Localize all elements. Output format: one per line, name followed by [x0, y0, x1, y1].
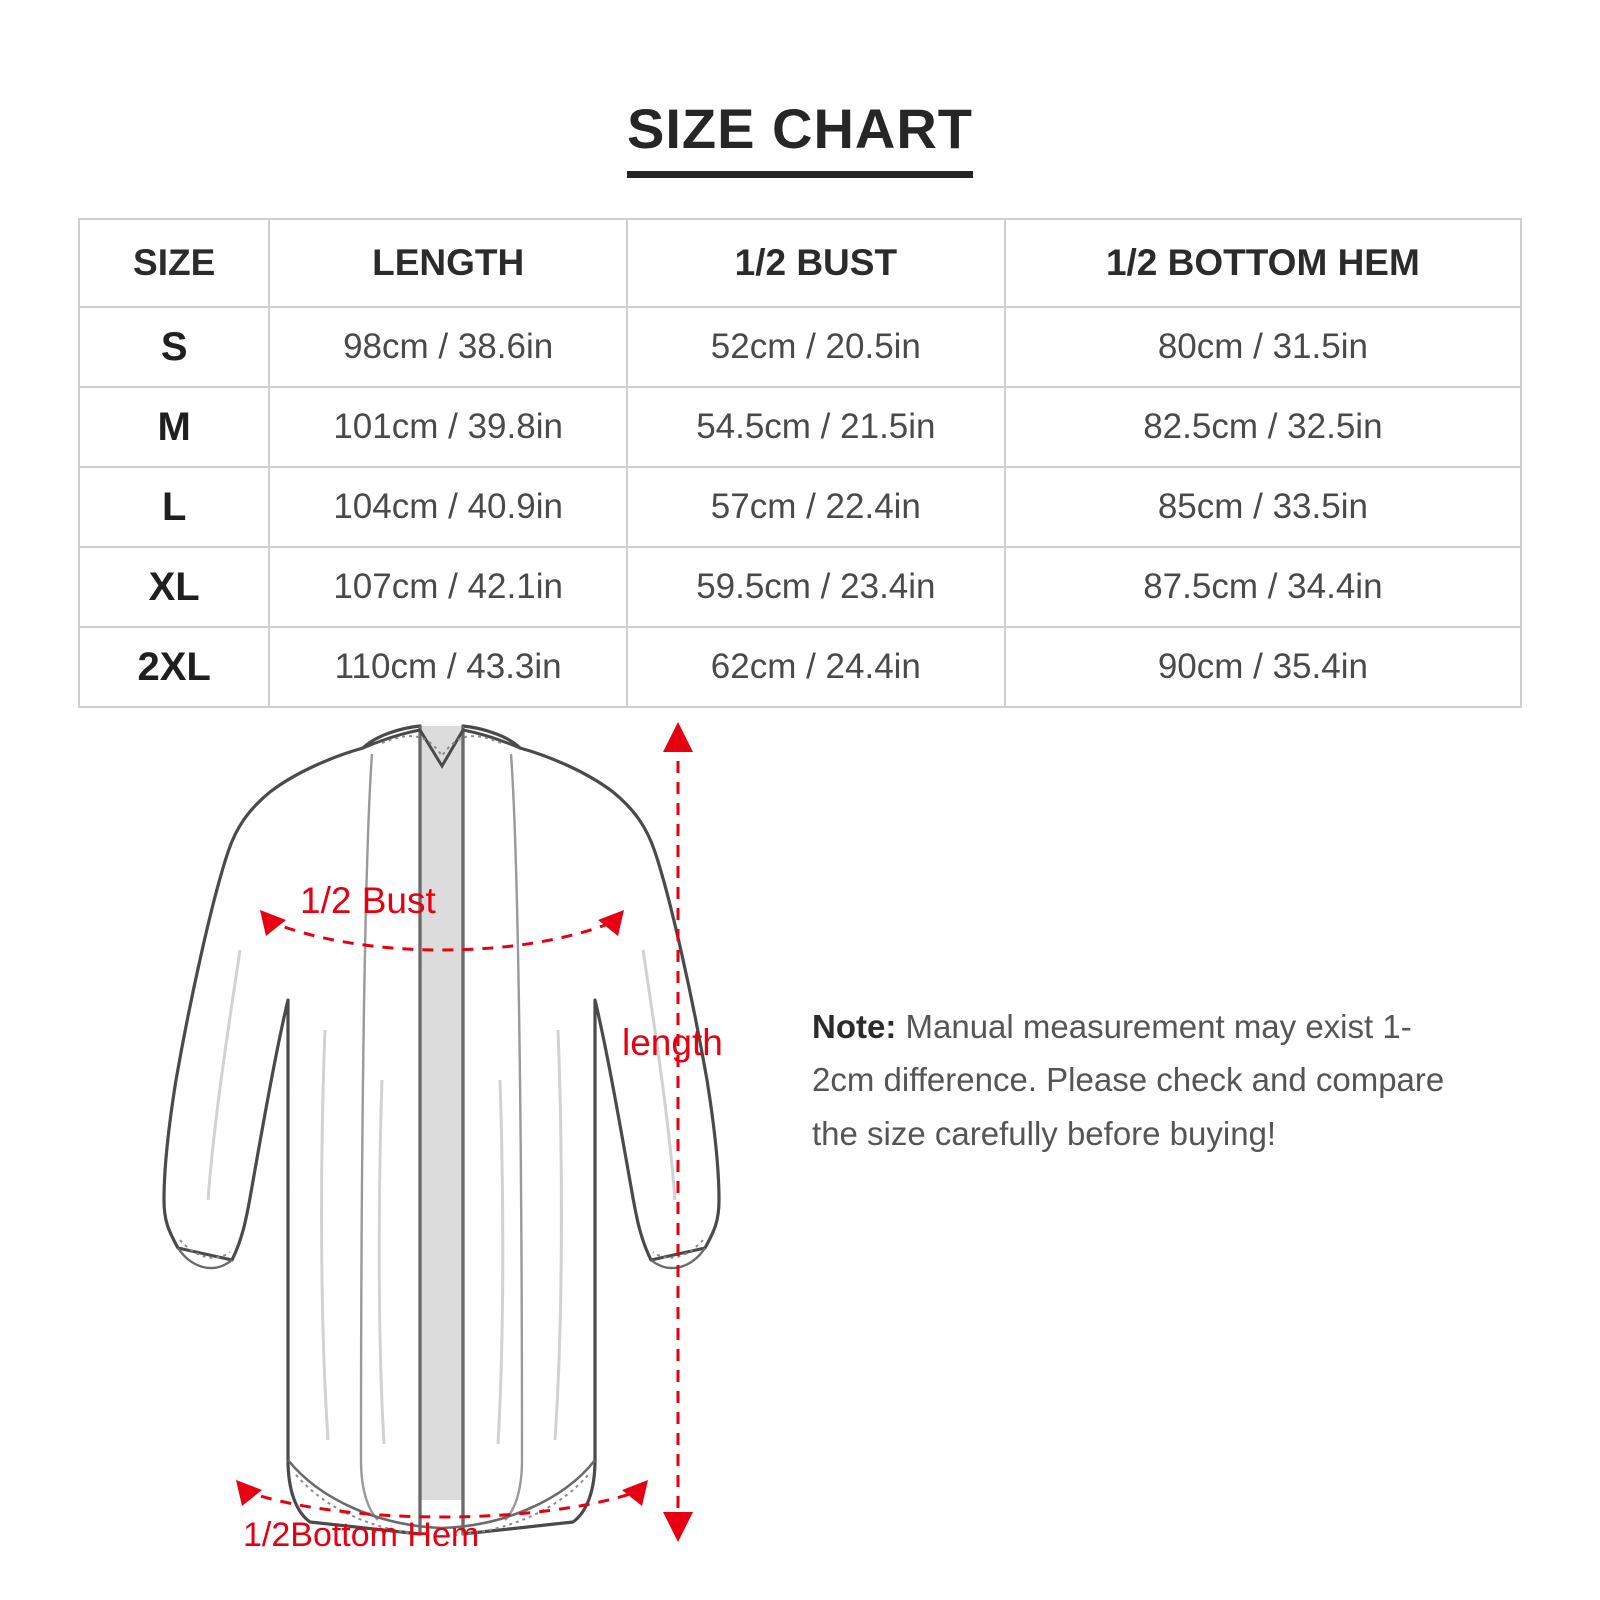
- cell-length: 104cm / 40.9in: [269, 467, 627, 547]
- cell-length: 101cm / 39.8in: [269, 387, 627, 467]
- cell-half-bust: 57cm / 22.4in: [627, 467, 1005, 547]
- cell-size: L: [79, 467, 269, 547]
- note-text: Manual measurement may exist 1-2cm difference. Please check and compare the size carefully before buying!: [812, 1008, 1445, 1152]
- label-half-bottom-hem: 1/2Bottom Hem: [243, 1516, 480, 1554]
- note-block: [812, 1000, 1452, 1160]
- page-title-container: [0, 96, 1600, 178]
- cell-size: 2XL: [79, 627, 269, 707]
- cell-size: M: [79, 387, 269, 467]
- cell-length: 98cm / 38.6in: [269, 307, 627, 387]
- cell-size: XL: [79, 547, 269, 627]
- cell-length: 110cm / 43.3in: [269, 627, 627, 707]
- column-header-length: LENGTH: [269, 219, 627, 307]
- label-half-bust: 1/2 Bust: [300, 880, 436, 921]
- cell-size: S: [79, 307, 269, 387]
- size-chart-table: [78, 218, 1522, 708]
- table-row: [79, 467, 1521, 547]
- table-row: [79, 547, 1521, 627]
- cell-half-bust: 52cm / 20.5in: [627, 307, 1005, 387]
- cell-length: 107cm / 42.1in: [269, 547, 627, 627]
- cell-half-bottom-hem: 90cm / 35.4in: [1005, 627, 1521, 707]
- cell-half-bust: 59.5cm / 23.4in: [627, 547, 1005, 627]
- column-header-size: SIZE: [79, 219, 269, 307]
- column-header-half-bust: 1/2 BUST: [627, 219, 1005, 307]
- size-chart-table-container: [78, 218, 1522, 708]
- cell-half-bottom-hem: 82.5cm / 32.5in: [1005, 387, 1521, 467]
- cell-half-bottom-hem: 85cm / 33.5in: [1005, 467, 1521, 547]
- cell-half-bottom-hem: 80cm / 31.5in: [1005, 307, 1521, 387]
- column-header-half-bottom-hem: 1/2 BOTTOM HEM: [1005, 219, 1521, 307]
- cell-half-bottom-hem: 87.5cm / 34.4in: [1005, 547, 1521, 627]
- table-row: [79, 307, 1521, 387]
- cell-half-bust: 54.5cm / 21.5in: [627, 387, 1005, 467]
- cell-half-bust: 62cm / 24.4in: [627, 627, 1005, 707]
- page-title: SIZE CHART: [627, 96, 973, 178]
- note-prefix: Note:: [812, 1008, 897, 1045]
- table-row: [79, 627, 1521, 707]
- label-length: length: [622, 1022, 723, 1063]
- table-header-row: [79, 219, 1521, 307]
- table-row: [79, 387, 1521, 467]
- length-measure-arrow: [648, 722, 708, 1542]
